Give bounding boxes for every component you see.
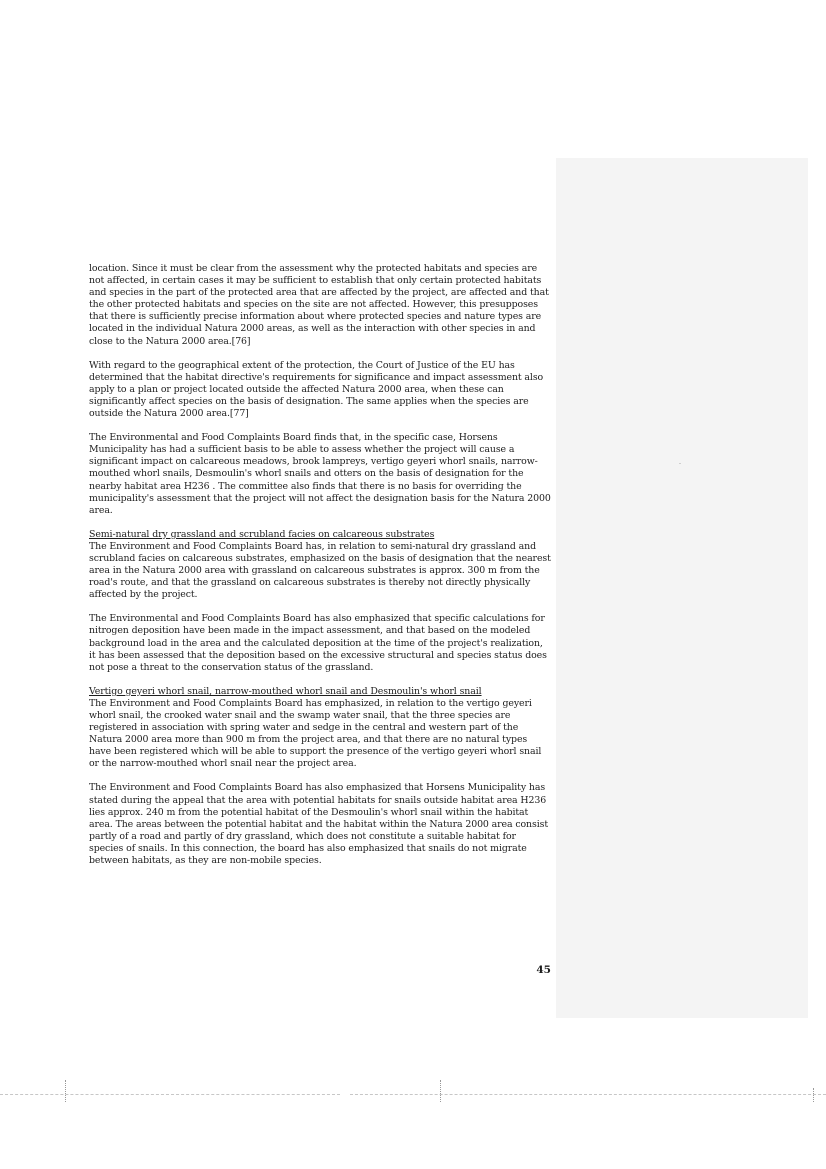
scan-shadow <box>556 158 808 1018</box>
paragraph-text: location. Since it must be clear from the assessment why the protected habitats and species are not affected, in certain cases it may be sufficient to establish that only certain protected habitats and species in the part of the protected area that are affected by the project, are affected and that the other protected habitats and species on the site are not affected. However, this presupposes that there is sufficiently precise information about where protected species and nature types are located in the individual Natura 2000 areas, as well as the interaction with other species in and close to the Natura 2000 area.[76] <box>89 263 549 347</box>
paragraph-text: The Environment and Food Complaints Board has, in relation to semi-natural dry grassland and scrubland facies on calcareous substrates, emphasized on the basis of designation that the nearest area in the Natura 2000 area with grassland on calcareous substrates is approx. 300 m from the road's route, and that the grassland on calcareous substrates is thereby not directly physically affected by the project. <box>89 540 551 601</box>
paragraph-text: The Environment and Food Complaints Board has emphasized, in relation to the vertigo geyeri whorl snail, the crooked water snail and the swamp water snail, that the three species are registered in association with spring water and sedge in the central and western part of the Natura 2000 area more than 900 m from the project area, and that there are no natural types have been registered which will be able to support the presence of the vertigo geyeri whorl snail or the narrow-mouthed whorl snail near the project area. <box>89 697 542 770</box>
scan-speck <box>679 463 681 464</box>
crop-mark-right <box>813 1088 815 1102</box>
paragraph-text: The Environmental and Food Complaints Board finds that, in the specific case, Horsens Municipality has had a sufficient basis to be able to assess whether the project will cause a significant impact on calcareous meadows, brook lampreys, vertigo geyeri whorl snails, narrow-mouthed whorl snails, Desmoulin's whorl snails and otters on the basis of designation for the nearby habitat area H236 . The committee also finds that there is no basis for overriding the municipality's assessment that the project will not affect the designation basis for the Natura 2000 area. <box>89 432 551 516</box>
scan-rule-left <box>0 1094 340 1096</box>
crop-mark-center <box>440 1080 442 1102</box>
section-whorl-snails <box>89 686 551 771</box>
paragraph-text: With regard to the geographical extent of the protection, the Court of Justice of the EU has determined that the habitat directive's requirements for significance and impact assessment also apply to a plan or project located outside the affected Natura 2000 area, when these can significantly affect species on the basis of designation. The same applies when the species are outside the Natura 2000 area.[77] <box>89 359 544 420</box>
page-number: 45 <box>536 964 551 976</box>
paragraph-site-location <box>89 263 551 348</box>
paragraph-nitrogen-deposition <box>89 613 551 673</box>
document-body <box>89 263 551 879</box>
paragraph-text: The Environment and Food Complaints Board has also emphasized that Horsens Municipality has stated during the appeal that the area with potential habitats for snails outside habitat area H236 lies approx. 240 m from the potential habitat of the Desmoulin's whorl snail within the habitat area. The areas between the potential habitat and the habitat within the Natura 2000 area consist partly of a road and partly of dry grassland, which does not constitute a suitable habitat for species of snails. In this connection, the board has also emphasized that snails do not migrate between habitats, as they are non-mobile species. <box>89 782 548 867</box>
section-grassland <box>89 529 551 602</box>
paragraph-text: The Environmental and Food Complaints Board has also emphasized that specific calculations for nitrogen deposition have been made in the impact assessment, and that based on the modeled background load in the area and the calculated deposition at the time of the project's realization, it has been assessed that the deposition based on the excessive structural and species status does not pose a threat to the conservation status of the grassland. <box>89 613 547 673</box>
paragraph-potential-habitats <box>89 782 551 867</box>
paragraph-geographical-extent <box>89 360 551 420</box>
section-heading-grassland: Semi-natural dry grassland and scrubland facies on calcareous substrates <box>89 528 435 540</box>
crop-mark-left <box>65 1080 67 1102</box>
paragraph-board-findings <box>89 432 551 517</box>
scan-rule-right <box>350 1094 826 1096</box>
section-heading-whorl-snails: Vertigo geyeri whorl snail, narrow-mouthed whorl snail and Desmoulin's whorl snail <box>89 685 482 697</box>
